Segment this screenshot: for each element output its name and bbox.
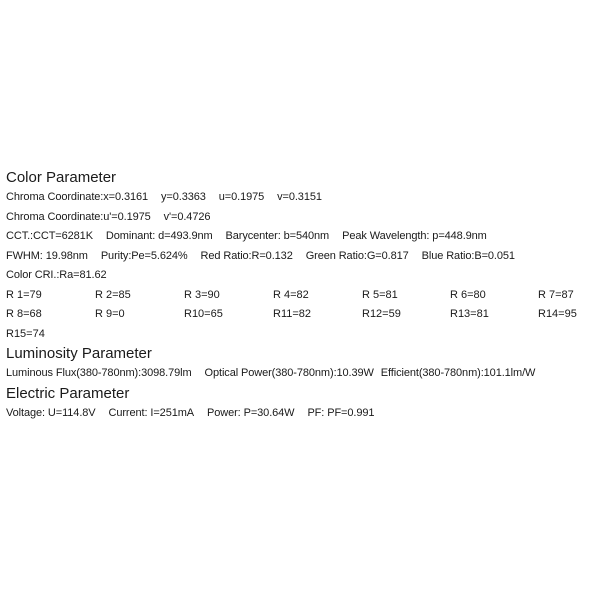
luminous-flux-value: Luminous Flux(380-780nm):3098.79lm [6, 367, 192, 379]
efficiency-value: Efficient(380-780nm):101.1lm/W [380, 367, 536, 379]
chroma-xy-line [6, 188, 598, 208]
r8-value: R 8=68 [6, 308, 42, 320]
r2-value: R 2=85 [95, 288, 131, 301]
cri-row-2 [6, 305, 598, 325]
chroma-uv-line [6, 208, 598, 228]
chroma-x-value: Chroma Coordinate:x=0.3161 [6, 191, 149, 203]
r4-value: R 4=82 [273, 288, 309, 301]
chroma-v-prime-value: v'=0.4726 [163, 210, 211, 223]
dominant-value: Dominant: d=493.9nm [105, 230, 213, 242]
fwhm-line [6, 247, 598, 267]
purity-value: Purity:Pe=5.624% [100, 249, 188, 262]
peak-wavelength-value: Peak Wavelength: p=448.9nm [342, 230, 487, 242]
r1-value: R 1=79 [6, 288, 42, 301]
luminosity-line [6, 364, 598, 384]
red-ratio-value: Red Ratio:R=0.132 [200, 249, 293, 262]
power-factor-value: PF: PF=0.991 [307, 406, 375, 419]
r14-value: R14=95 [538, 308, 577, 320]
r3-value: R 3=90 [184, 288, 220, 301]
power-value: Power: P=30.64W [207, 406, 295, 419]
cct-line [6, 227, 598, 247]
blue-ratio-value: Blue Ratio:B=0.051 [421, 249, 515, 262]
color-parameter-title: Color Parameter [6, 169, 117, 186]
r13-value: R13=81 [450, 308, 489, 320]
chroma-u-prime-value: Chroma Coordinate:u'=0.1975 [6, 210, 151, 223]
electric-parameter-title: Electric Parameter [6, 384, 130, 402]
barycenter-value: Barycenter: b=540nm [225, 230, 330, 242]
luminosity-parameter-title: Luminosity Parameter [6, 345, 152, 362]
cri-row-1 [6, 286, 598, 306]
r5-value: R 5=81 [362, 288, 398, 301]
cri-row-3 [6, 325, 598, 345]
voltage-value: Voltage: U=114.8V [6, 406, 96, 419]
spectrum-report [6, 168, 598, 423]
current-value: Current: I=251mA [108, 406, 195, 419]
chroma-v-value: v=0.3151 [277, 191, 322, 203]
cct-value: CCT.:CCT=6281K [6, 230, 93, 242]
r15-value: R15=74 [6, 327, 45, 340]
r9-value: R 9=0 [95, 308, 125, 320]
green-ratio-value: Green Ratio:G=0.817 [305, 249, 409, 262]
electric-line [6, 404, 598, 424]
r11-value: R11=82 [273, 308, 312, 320]
chroma-u-value: u=0.1975 [218, 191, 265, 203]
optical-power-value: Optical Power(380-780nm):10.39W [204, 367, 374, 379]
cri-value: Color CRI.:Ra=81.62 [6, 269, 107, 281]
r6-value: R 6=80 [450, 288, 486, 301]
r10-value: R10=65 [184, 308, 223, 320]
chroma-y-value: y=0.3363 [161, 191, 206, 203]
fwhm-value: FWHM: 19.98nm [6, 249, 88, 262]
r12-value: R12=59 [362, 308, 401, 320]
cri-line [6, 266, 598, 286]
r7-value: R 7=87 [538, 288, 574, 301]
